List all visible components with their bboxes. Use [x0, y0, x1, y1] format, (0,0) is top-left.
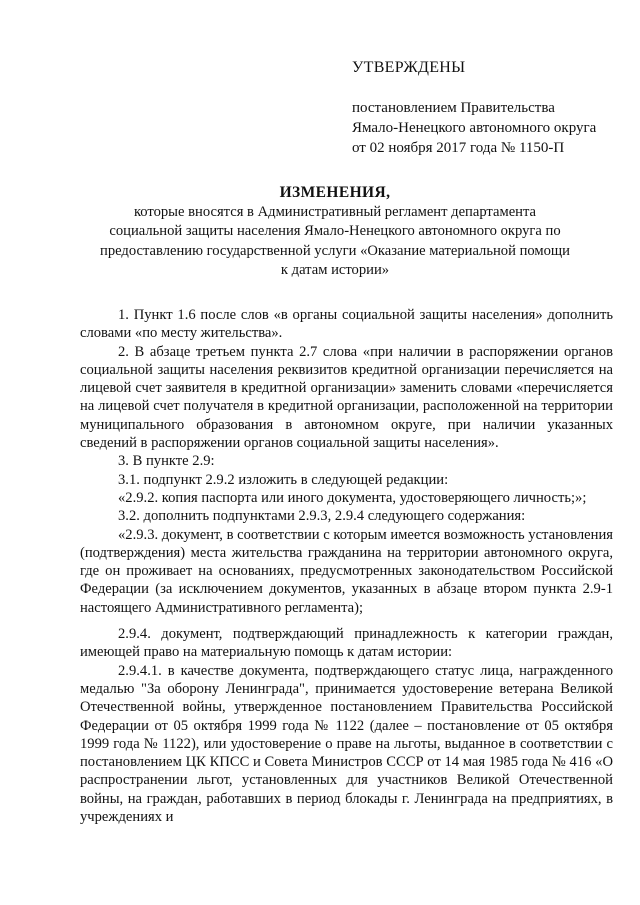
paragraph: 3.1. подпункт 2.9.2 изложить в следующей редакции:	[118, 471, 449, 488]
approval-line: Ямало-Ненецкого автономного округа	[352, 120, 597, 136]
paragraph: 2.9.4.1. в качестве документа, подтверждающего статус лица, награжденного медалью "За оборону Ленинграда", принимается удостоверение ветерана Великой Отечественной войны, утвержденное постановлением Правительства Российской Федерации от 05 октября 1999 года № 1122 (далее – постановление от 05 октября 1999 года № 1122), или удостоверение о праве на льготы, выданное в соответствии с постановлением ЦК КПСС и Совета Министров СССР от 14 мая 1985 года № 416 «О распространении льгот, установленных для участников Великой Отечественной войны, на граждан, работавших в период блокады г. Ленинграда на предприятиях, в учреждениях и	[80, 662, 613, 826]
paragraph: 2.9.4. документ, подтверждающий принадлежность к категории граждан, имеющей право на материальную помощь к датам истории:	[80, 626, 613, 661]
document-title: ИЗМЕНЕНИЯ,	[279, 184, 391, 201]
approval-heading: УТВЕРЖДЕНЫ	[352, 59, 466, 76]
paragraph: 3.2. дополнить подпунктами 2.9.3, 2.9.4 следующего содержания:	[118, 508, 526, 525]
paragraph: 3. В пункте 2.9:	[118, 453, 215, 470]
approval-line: постановлением Правительства	[352, 100, 555, 116]
paragraph: 2. В абзаце третьем пункта 2.7 слова «при наличии в распоряжении органов социальной защиты населения реквизитов кредитной организации перечисляется на лицевой счет заявителя в кредитной организации» заменить словами «перечисляется на лицевой счет получателя в кредитной организации, расположенной на территории муниципального образования в автономном округе, при наличии указанных сведений в распоряжении органов социальной защиты населения».	[80, 343, 613, 452]
paragraph: «2.9.3. документ, в соответствии с которым имеется возможность установления (подтверждения) места жительства гражданина на территории автономного округа, где он проживает на основаниях, предусмотренных законодательством Российской Федерации (за исключением документов, указанных в абзаце втором пункта 2.9-1 настоящего Административного регламента);	[80, 526, 613, 616]
document-body	[80, 306, 613, 826]
paragraph: 1. Пункт 1.6 после слов «в органы социальной защиты населения» дополнить словами «по месту жительства».	[80, 307, 613, 342]
document-subtitle: которые вносятся в Административный регламент департамента социальной защиты населения Ямало-Ненецкого автономного округа по предоставлению государственной услуги «Оказание материальной помощи к датам истории»	[100, 203, 570, 278]
title-block	[100, 183, 570, 281]
approval-block	[352, 58, 596, 158]
paragraph: «2.9.2. копия паспорта или иного документа, удостоверяющего личность;»;	[118, 489, 587, 506]
approval-line: от 02 ноября 2017 года № 1150-П	[352, 140, 565, 156]
